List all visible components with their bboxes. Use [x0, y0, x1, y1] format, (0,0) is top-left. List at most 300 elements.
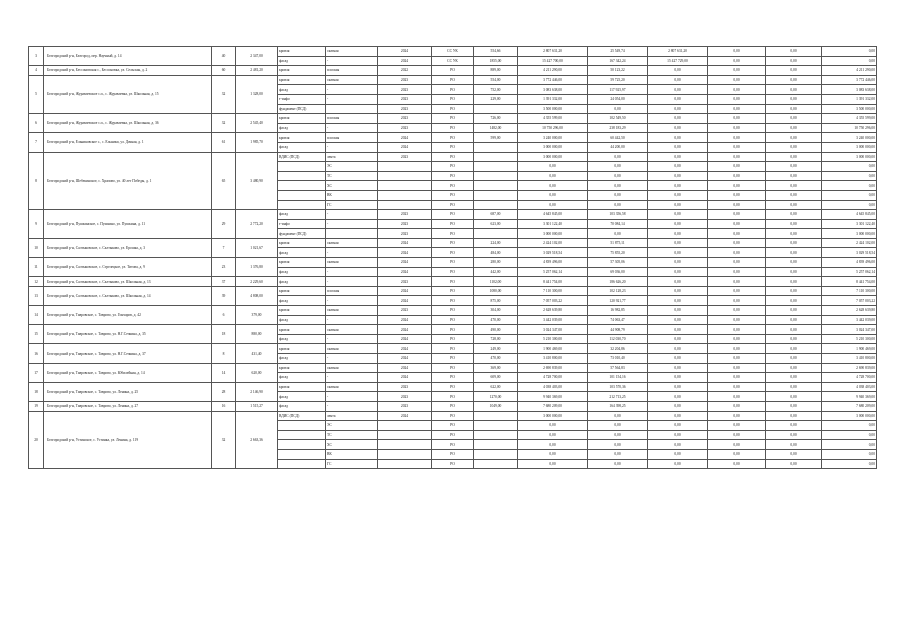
year-cell: 2024 [378, 56, 432, 66]
fund-cell: 0,00 [588, 171, 648, 181]
organization-cell: РО [432, 354, 474, 364]
municipal-budget-cell: 0,00 [766, 171, 822, 181]
federal-budget-cell: 0,00 [648, 200, 708, 210]
material-cell: - [326, 142, 378, 152]
material-cell: ГС [326, 459, 378, 469]
material-cell: скатная [326, 238, 378, 248]
material-cell: - [326, 85, 378, 95]
object-address-cell: Белгородский р-н, Белгород, пер. Научный, д. 14 [44, 47, 212, 66]
fund-cell: 57 564,83 [588, 363, 648, 373]
object-area-cell: 2 481,20 [236, 66, 278, 76]
total-cost-cell: 0,00 [518, 181, 588, 191]
municipal-budget-cell: 0,00 [766, 248, 822, 258]
municipal-budget-cell: 0,00 [766, 411, 822, 421]
fund-cell: 16 982,85 [588, 306, 648, 316]
total-cost-cell: 3 083 638,00 [518, 85, 588, 95]
object-area-cell: 2 229,60 [236, 277, 278, 287]
year-cell: 2024 [378, 334, 432, 344]
volume-cell: 554,00 [474, 75, 518, 85]
year-cell: 2024 [378, 286, 432, 296]
object-area-cell: 1 328,00 [236, 75, 278, 113]
municipal-budget-cell: 0,00 [766, 440, 822, 450]
fund-cell: 101 154,16 [588, 373, 648, 383]
owners-funds-cell: 2 424 102,00 [822, 238, 877, 248]
object-area-cell: 2 772,20 [236, 210, 278, 239]
work-type-cell: кровля [278, 344, 326, 354]
table-row [29, 325, 877, 335]
year-cell: 2023 [378, 401, 432, 411]
federal-budget-cell: 0,00 [648, 430, 708, 440]
regional-budget-cell: 0,00 [708, 114, 766, 124]
federal-budget-cell: 0,00 [648, 104, 708, 114]
object-number-cell: 10 [29, 238, 44, 257]
year-cell: 2024 [378, 354, 432, 364]
total-cost-cell: 8 441 754,00 [518, 277, 588, 287]
apartments-count-cell: 8 [212, 344, 236, 363]
owners-funds-cell: 0,00 [822, 200, 877, 210]
material-cell: плоская [326, 133, 378, 143]
table-row [29, 66, 877, 76]
object-number-cell: 16 [29, 344, 44, 363]
federal-budget-cell: 0,00 [648, 296, 708, 306]
table-row [29, 114, 877, 124]
object-address-cell: Белгородский р-н, Бессоновская с., Бессоновка, ул. Сельская, д. 2 [44, 66, 212, 76]
owners-funds-cell: 3 500 000,00 [822, 104, 877, 114]
work-type-cell: фасад [278, 296, 326, 306]
object-area-cell: 1 515,27 [236, 401, 278, 411]
federal-budget-cell: 0,00 [648, 373, 708, 383]
year-cell: 2024 [378, 296, 432, 306]
owners-funds-cell: 3 442 039,00 [822, 315, 877, 325]
municipal-budget-cell: 0,00 [766, 430, 822, 440]
total-cost-cell: 7 110 300,00 [518, 286, 588, 296]
federal-budget-cell: 0,00 [648, 401, 708, 411]
year-cell: 2024 [378, 315, 432, 325]
municipal-budget-cell: 0,00 [766, 229, 822, 239]
owners-funds-cell: 3 301 122,40 [822, 219, 877, 229]
owners-funds-cell: 1 900 469,00 [822, 344, 877, 354]
municipal-budget-cell: 0,00 [766, 392, 822, 402]
federal-budget-cell: 0,00 [648, 190, 708, 200]
object-number-cell: 13 [29, 286, 44, 305]
total-cost-cell: 0,00 [518, 421, 588, 431]
work-type-cell: фасад [278, 123, 326, 133]
table-row [29, 133, 877, 143]
object-number-cell: 7 [29, 133, 44, 152]
organization-cell: РО [432, 66, 474, 76]
work-type-cell: кровля [278, 47, 326, 57]
year-cell: 2023 [378, 229, 432, 239]
owners-funds-cell: 7 110 300,00 [822, 286, 877, 296]
material-cell: ГС [326, 200, 378, 210]
regional-budget-cell: 0,00 [708, 181, 766, 191]
municipal-budget-cell: 0,00 [766, 306, 822, 316]
municipal-budget-cell: 0,00 [766, 75, 822, 85]
work-type-cell [278, 430, 326, 440]
object-number-cell: 3 [29, 47, 44, 66]
fund-cell: 44 200,00 [588, 142, 648, 152]
owners-funds-cell: 1 391 332,00 [822, 94, 877, 104]
object-area-cell: 2 347,00 [236, 47, 278, 66]
regional-budget-cell: 0,00 [708, 401, 766, 411]
municipal-budget-cell: 0,00 [766, 449, 822, 459]
organization-cell: РО [432, 421, 474, 431]
owners-funds-cell: 3 083 638,00 [822, 85, 877, 95]
total-cost-cell: 4 355 599,00 [518, 114, 588, 124]
organization-cell: СС УК [432, 56, 474, 66]
material-cell: ЭС [326, 162, 378, 172]
federal-budget-cell: 0,00 [648, 123, 708, 133]
fund-cell: 0,00 [588, 152, 648, 162]
regional-budget-cell: 0,00 [708, 56, 766, 66]
work-type-cell: кровля [278, 258, 326, 268]
volume-cell: 687,00 [474, 210, 518, 220]
municipal-budget-cell: 0,00 [766, 152, 822, 162]
federal-budget-cell: 0,00 [648, 411, 708, 421]
fund-cell: 0,00 [588, 162, 648, 172]
total-cost-cell: 3 500 000,00 [518, 104, 588, 114]
municipal-budget-cell: 0,00 [766, 421, 822, 431]
volume-cell: 470,00 [474, 315, 518, 325]
fund-cell: 103 356,58 [588, 210, 648, 220]
federal-budget-cell: 0,00 [648, 354, 708, 364]
regional-budget-cell: 0,00 [708, 411, 766, 421]
federal-budget-cell: 0,00 [648, 75, 708, 85]
owners-funds-cell: 3 000 000,00 [822, 229, 877, 239]
organization-cell: РО [432, 373, 474, 383]
object-address-cell: Белгородский р-н, Ельниковское с., с. Ельники, ул. Дачная, д. 1 [44, 133, 212, 152]
fund-cell: 212 713,25 [588, 392, 648, 402]
municipal-budget-cell: 0,00 [766, 66, 822, 76]
total-cost-cell: 4 645 845,00 [518, 210, 588, 220]
municipal-budget-cell: 0,00 [766, 334, 822, 344]
regional-budget-cell: 0,00 [708, 325, 766, 335]
organization-cell: РО [432, 210, 474, 220]
organization-cell: РО [432, 229, 474, 239]
regional-budget-cell: 0,00 [708, 296, 766, 306]
municipal-budget-cell: 0,00 [766, 114, 822, 124]
regional-budget-cell: 0,00 [708, 94, 766, 104]
material-cell: плоская [326, 114, 378, 124]
owners-funds-cell: 0,00 [822, 181, 877, 191]
material-cell: - [326, 210, 378, 220]
federal-budget-cell: 0,00 [648, 258, 708, 268]
material-cell [326, 104, 378, 114]
federal-budget-cell: 0,00 [648, 392, 708, 402]
material-cell: скатная [326, 47, 378, 57]
object-number-cell: 14 [29, 306, 44, 325]
year-cell [378, 440, 432, 450]
owners-funds-cell: 4 728 700,00 [822, 373, 877, 383]
volume-cell: 1482,00 [474, 123, 518, 133]
regional-budget-cell: 0,00 [708, 363, 766, 373]
total-cost-cell: 9 940 369,00 [518, 392, 588, 402]
regional-budget-cell: 0,00 [708, 277, 766, 287]
total-cost-cell: 3 000 000,00 [518, 411, 588, 421]
year-cell: 2022 [378, 66, 432, 76]
year-cell: 2024 [378, 411, 432, 421]
apartments-count-cell: 32 [212, 75, 236, 113]
work-type-cell [278, 440, 326, 450]
owners-funds-cell: 4 355 599,00 [822, 114, 877, 124]
municipal-budget-cell: 0,00 [766, 401, 822, 411]
total-cost-cell: 0,00 [518, 171, 588, 181]
owners-funds-cell: 3 024 347,00 [822, 325, 877, 335]
regional-budget-cell: 0,00 [708, 133, 766, 143]
regional-budget-cell: 0,00 [708, 162, 766, 172]
organization-cell: РО [432, 392, 474, 402]
total-cost-cell: 3 029 518,54 [518, 248, 588, 258]
total-cost-cell: 3 410 800,00 [518, 354, 588, 364]
object-address-cell: Белгородский р-н, Тавровское, с. Таврово, ул. Юбилейная, д. 14 [44, 363, 212, 382]
volume-cell: 1102,00 [474, 277, 518, 287]
volume-cell: 875,00 [474, 296, 518, 306]
fund-cell: 120 921,77 [588, 296, 648, 306]
federal-budget-cell: 0,00 [648, 133, 708, 143]
owners-funds-cell: 0,00 [822, 430, 877, 440]
year-cell [378, 200, 432, 210]
volume-cell: 726,00 [474, 114, 518, 124]
organization-cell: РО [432, 133, 474, 143]
regional-budget-cell: 0,00 [708, 66, 766, 76]
organization-cell: РО [432, 123, 474, 133]
owners-funds-cell: 4 211 290,00 [822, 66, 877, 76]
object-area-cell: 2 545,40 [236, 114, 278, 133]
table-row [29, 210, 877, 220]
municipal-budget-cell: 0,00 [766, 267, 822, 277]
regional-budget-cell: 0,00 [708, 306, 766, 316]
year-cell: 2024 [378, 325, 432, 335]
year-cell: 2023 [378, 94, 432, 104]
apartments-count-cell: 6 [212, 306, 236, 325]
material-cell: - [326, 277, 378, 287]
federal-budget-cell: 0,00 [648, 94, 708, 104]
work-type-cell [278, 190, 326, 200]
organization-cell: РО [432, 277, 474, 287]
regional-budget-cell: 0,00 [708, 47, 766, 57]
work-type-cell: фасад [278, 373, 326, 383]
fund-cell: 73 010,40 [588, 354, 648, 364]
work-type-cell: фасад [278, 210, 326, 220]
material-cell: - [326, 248, 378, 258]
organization-cell: РО [432, 325, 474, 335]
regional-budget-cell: 0,00 [708, 75, 766, 85]
object-number-cell: 17 [29, 363, 44, 382]
owners-funds-cell: 2 628 639,80 [822, 306, 877, 316]
total-cost-cell: 5 257 062,14 [518, 267, 588, 277]
federal-budget-cell: 0,00 [648, 286, 708, 296]
volume-cell [474, 171, 518, 181]
organization-cell: РО [432, 430, 474, 440]
work-type-cell [278, 162, 326, 172]
organization-cell: РО [432, 440, 474, 450]
organization-cell: РО [432, 459, 474, 469]
total-cost-cell: 3 442 039,00 [518, 315, 588, 325]
organization-cell: РО [432, 114, 474, 124]
organization-cell: РО [432, 267, 474, 277]
material-cell: - [326, 296, 378, 306]
organization-cell: РО [432, 258, 474, 268]
material-cell: ХС [326, 181, 378, 191]
federal-budget-cell: 0,00 [648, 142, 708, 152]
organization-cell: РО [432, 411, 474, 421]
year-cell [378, 430, 432, 440]
year-cell: 2023 [378, 75, 432, 85]
work-type-cell: фасад [278, 56, 326, 66]
organization-cell: РО [432, 104, 474, 114]
object-number-cell: 6 [29, 114, 44, 133]
federal-budget-cell: 0,00 [648, 334, 708, 344]
table-row [29, 411, 877, 421]
total-cost-cell: 3 000 000,00 [518, 152, 588, 162]
year-cell [378, 459, 432, 469]
municipal-budget-cell: 0,00 [766, 210, 822, 220]
municipal-budget-cell: 0,00 [766, 190, 822, 200]
fund-cell: 24 054,00 [588, 94, 648, 104]
material-cell: - [326, 315, 378, 325]
organization-cell: РО [432, 94, 474, 104]
owners-funds-cell: 3 000 000,00 [822, 411, 877, 421]
table-row [29, 363, 877, 373]
object-address-cell: Белгородский р-н, Тавровское, с. Таврово, ул. Н.Г.Сечкина, д. 35 [44, 325, 212, 344]
year-cell [378, 421, 432, 431]
total-cost-cell: 3 000 000,00 [518, 229, 588, 239]
municipal-budget-cell: 0,00 [766, 286, 822, 296]
volume-cell: 229,00 [474, 94, 518, 104]
material-cell: - [326, 401, 378, 411]
total-cost-cell: 0,00 [518, 162, 588, 172]
municipal-budget-cell: 0,00 [766, 382, 822, 392]
municipal-budget-cell: 0,00 [766, 238, 822, 248]
work-type-cell: фасад [278, 354, 326, 364]
object-address-cell: Белгородский р-н, Салтыковское, с. Салтыково, ул. Школьная, д. 14 [44, 286, 212, 305]
total-cost-cell: 3 240 000,00 [518, 133, 588, 143]
municipal-budget-cell: 0,00 [766, 344, 822, 354]
object-area-cell: 3 480,90 [236, 152, 278, 210]
owners-funds-cell: 9 940 369,00 [822, 392, 877, 402]
fund-cell: 0,00 [588, 411, 648, 421]
total-cost-cell: 3 772 446,00 [518, 75, 588, 85]
regional-budget-cell: 0,00 [708, 229, 766, 239]
volume-cell [474, 190, 518, 200]
fund-cell: 0,00 [588, 440, 648, 450]
year-cell [378, 171, 432, 181]
table-body [29, 47, 877, 469]
fund-cell: 50 123,22 [588, 66, 648, 76]
municipal-budget-cell: 0,00 [766, 85, 822, 95]
federal-budget-cell: 0,00 [648, 229, 708, 239]
table-row [29, 306, 877, 316]
organization-cell: РО [432, 142, 474, 152]
owners-funds-cell: 0,00 [822, 459, 877, 469]
object-area-cell: 1 021,67 [236, 238, 278, 257]
organization-cell: РО [432, 315, 474, 325]
owners-funds-cell: 4 645 845,00 [822, 210, 877, 220]
total-cost-cell: 0,00 [518, 190, 588, 200]
fund-cell: 102 549,50 [588, 114, 648, 124]
year-cell: 2024 [378, 363, 432, 373]
federal-budget-cell: 0,00 [648, 66, 708, 76]
municipal-budget-cell: 0,00 [766, 296, 822, 306]
object-address-cell: Белгородский р-н, Салтыковское, с. Салтыково, ул. Школьная, д. 13 [44, 277, 212, 287]
regional-budget-cell: 0,00 [708, 344, 766, 354]
owners-funds-cell: 3 410 800,00 [822, 354, 877, 364]
apartments-count-cell: 28 [212, 382, 236, 401]
fund-cell: 0,00 [588, 200, 648, 210]
owners-funds-cell: 8 441 754,00 [822, 277, 877, 287]
year-cell [378, 181, 432, 191]
municipal-budget-cell: 0,00 [766, 315, 822, 325]
work-type-cell: кровля [278, 306, 326, 316]
owners-funds-cell: 10 750 296,00 [822, 123, 877, 133]
table-row [29, 238, 877, 248]
volume-cell [474, 162, 518, 172]
organization-cell: РО [432, 162, 474, 172]
work-type-cell [278, 181, 326, 191]
year-cell: 2023 [378, 306, 432, 316]
year-cell: 2023 [378, 210, 432, 220]
apartments-count-cell: 32 [212, 114, 236, 133]
fund-cell: 60 442,50 [588, 133, 648, 143]
organization-cell: РО [432, 344, 474, 354]
year-cell: 2024 [378, 238, 432, 248]
material-cell: - [326, 123, 378, 133]
apartments-count-cell: 14 [212, 363, 236, 382]
total-cost-cell: 4 038 403,00 [518, 382, 588, 392]
table-row [29, 277, 877, 287]
total-cost-cell: 10 750 296,00 [518, 123, 588, 133]
fund-cell: 164 398,25 [588, 401, 648, 411]
year-cell: 2024 [378, 344, 432, 354]
year-cell [378, 162, 432, 172]
table-row [29, 75, 877, 85]
material-cell: лента [326, 152, 378, 162]
federal-budget-cell: 0,00 [648, 267, 708, 277]
owners-funds-cell: 7 057 003,22 [822, 296, 877, 306]
table-row [29, 47, 877, 57]
regional-budget-cell: 0,00 [708, 392, 766, 402]
year-cell: 2024 [378, 373, 432, 383]
fund-cell: 0,00 [588, 459, 648, 469]
volume-cell [474, 449, 518, 459]
volume-cell: 1855,00 [474, 56, 518, 66]
year-cell: 2024 [378, 248, 432, 258]
organization-cell: РО [432, 248, 474, 258]
year-cell: 2023 [378, 392, 432, 402]
municipal-budget-cell: 0,00 [766, 325, 822, 335]
material-cell: ТС [326, 171, 378, 181]
regional-budget-cell: 0,00 [708, 152, 766, 162]
regional-budget-cell: 0,00 [708, 248, 766, 258]
organization-cell: РО [432, 306, 474, 316]
work-type-cell: кровля [278, 114, 326, 124]
fund-cell: 0,00 [588, 430, 648, 440]
material-cell: - [326, 354, 378, 364]
material-cell: плоская [326, 286, 378, 296]
owners-funds-cell: 5 210 300,00 [822, 334, 877, 344]
total-cost-cell: 2 424 102,00 [518, 238, 588, 248]
regional-budget-cell: 0,00 [708, 421, 766, 431]
object-number-cell: 11 [29, 258, 44, 277]
fund-cell: 44 908,79 [588, 325, 648, 335]
material-cell: ВК [326, 190, 378, 200]
object-address-cell: Белгородский р-н, Шебекинское, с. Храпово, ул. 40 лет Победы, д. 1 [44, 152, 212, 210]
owners-funds-cell: 7 680 209,00 [822, 401, 877, 411]
owners-funds-cell: 0,00 [822, 47, 877, 57]
organization-cell: РО [432, 181, 474, 191]
federal-budget-cell: 0,00 [648, 238, 708, 248]
year-cell: 2023 [378, 152, 432, 162]
